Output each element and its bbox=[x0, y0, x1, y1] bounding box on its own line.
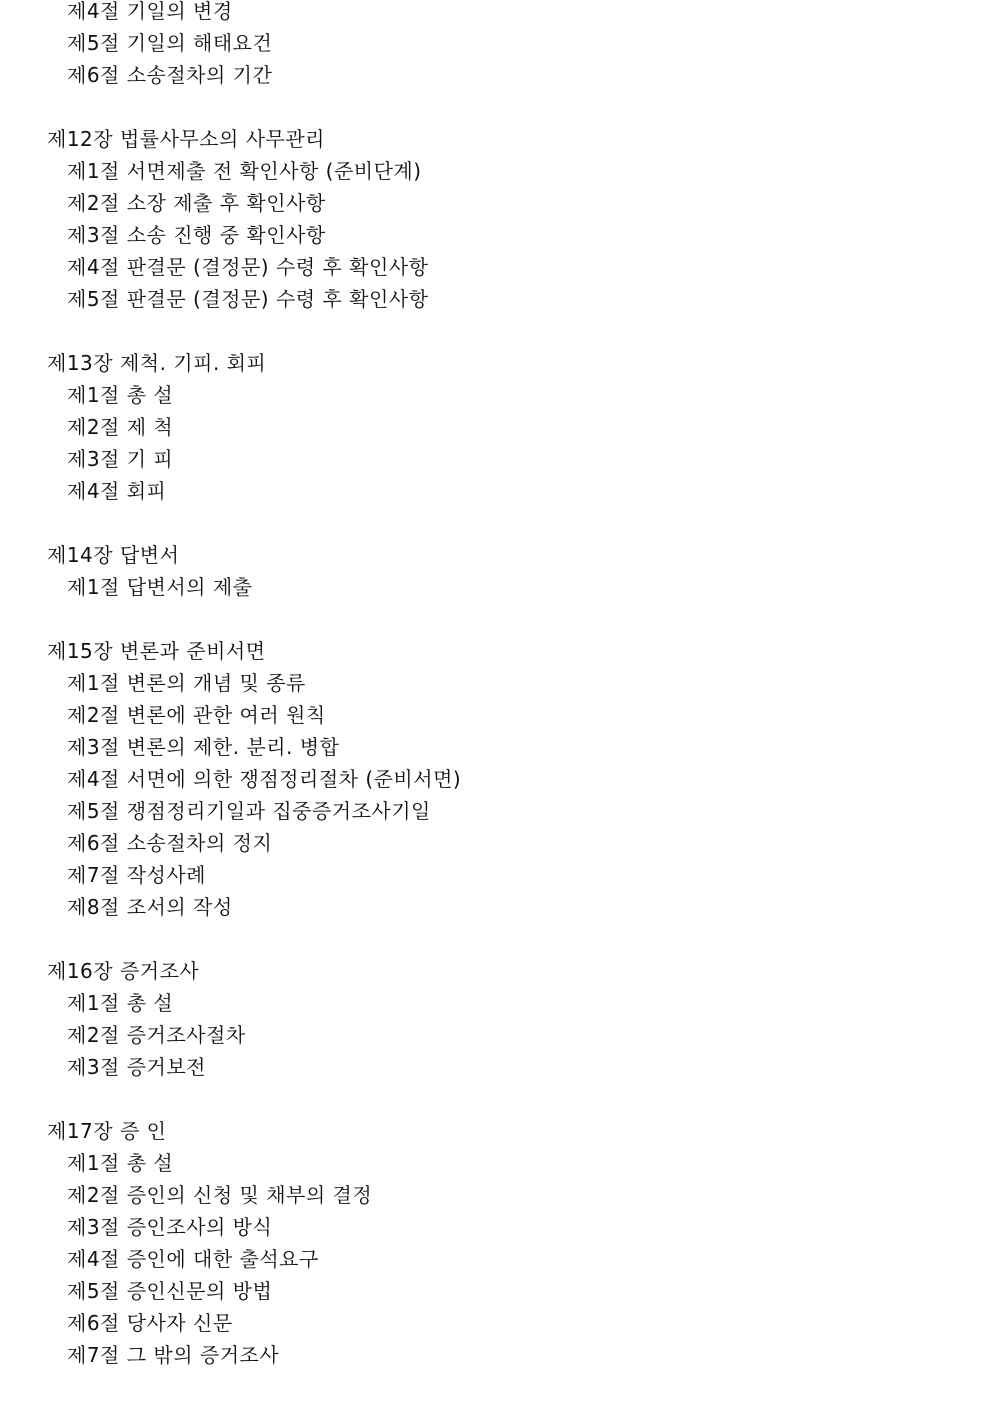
toc-section-line: 제4절 회피 bbox=[67, 479, 167, 503]
toc-section-line: 제2절 변론에 관한 여러 원칙 bbox=[67, 703, 326, 727]
toc-spacer bbox=[0, 928, 992, 960]
toc-section-line: 제7절 그 밖의 증거조사 bbox=[67, 1343, 280, 1367]
toc-section-line: 제2절 소장 제출 후 확인사항 bbox=[67, 191, 326, 215]
toc-section-line: 제2절 증거조사절차 bbox=[67, 1023, 246, 1047]
toc-spacer bbox=[0, 96, 992, 128]
toc-spacer bbox=[0, 320, 992, 352]
toc-section-line: 제5절 기일의 해태요건 bbox=[67, 31, 273, 55]
toc-section-line: 제3절 변론의 제한. 분리. 병합 bbox=[67, 735, 340, 759]
toc-section-line: 제4절 기일의 변경 bbox=[67, 0, 233, 23]
toc-section-line: 제4절 증인에 대한 출석요구 bbox=[67, 1247, 319, 1271]
toc-section-line: 제7절 작성사례 bbox=[67, 863, 207, 887]
toc-section-line: 제3절 소송 진행 중 확인사항 bbox=[67, 223, 326, 247]
toc-spacer bbox=[0, 608, 992, 640]
toc-section-line: 제1절 총 설 bbox=[67, 1151, 174, 1175]
toc-section-line: 제5절 증인신문의 방법 bbox=[67, 1279, 273, 1303]
toc-spacer bbox=[0, 1088, 992, 1120]
toc-section-line: 제5절 판결문 (결정문) 수령 후 확인사항 bbox=[67, 287, 429, 311]
toc-section-line: 제1절 총 설 bbox=[67, 383, 174, 407]
toc-chapter-heading: 제14장 답변서 bbox=[47, 543, 180, 567]
toc-section-line: 제5절 쟁점정리기일과 집중증거조사기일 bbox=[67, 799, 431, 823]
toc-section-line: 제6절 당사자 신문 bbox=[67, 1311, 233, 1335]
toc-section-line: 제1절 답변서의 제출 bbox=[67, 575, 253, 599]
toc-section-line: 제3절 증인조사의 방식 bbox=[67, 1215, 273, 1239]
toc-section-line: 제8절 조서의 작성 bbox=[67, 895, 233, 919]
toc-section-line: 제6절 소송절차의 기간 bbox=[67, 63, 273, 87]
toc-section-line: 제2절 증인의 신청 및 채부의 결정 bbox=[67, 1183, 373, 1207]
toc-chapter-heading: 제12장 법률사무소의 사무관리 bbox=[47, 127, 326, 151]
toc-chapter-heading: 제13장 제척. 기피. 회피 bbox=[47, 351, 267, 375]
toc-spacer bbox=[0, 512, 992, 544]
toc-chapter-heading: 제16장 증거조사 bbox=[47, 959, 200, 983]
toc-section-line: 제3절 기 피 bbox=[67, 447, 174, 471]
toc-section-line: 제4절 서면에 의한 쟁점정리절차 (준비서면) bbox=[67, 767, 462, 791]
toc-section-line: 제6절 소송절차의 정지 bbox=[67, 831, 273, 855]
toc-chapter-heading: 제15장 변론과 준비서면 bbox=[47, 639, 266, 663]
toc-chapter-heading: 제17장 증 인 bbox=[47, 1119, 167, 1143]
toc-section-line: 제2절 제 척 bbox=[67, 415, 174, 439]
toc-section-line: 제4절 판결문 (결정문) 수령 후 확인사항 bbox=[67, 255, 429, 279]
toc-section-line: 제1절 서면제출 전 확인사항 (준비단계) bbox=[67, 159, 422, 183]
toc-section-line: 제3절 증거보전 bbox=[67, 1055, 207, 1079]
toc-section-line: 제1절 총 설 bbox=[67, 991, 174, 1015]
toc-section-line: 제1절 변론의 개념 및 종류 bbox=[67, 671, 306, 695]
